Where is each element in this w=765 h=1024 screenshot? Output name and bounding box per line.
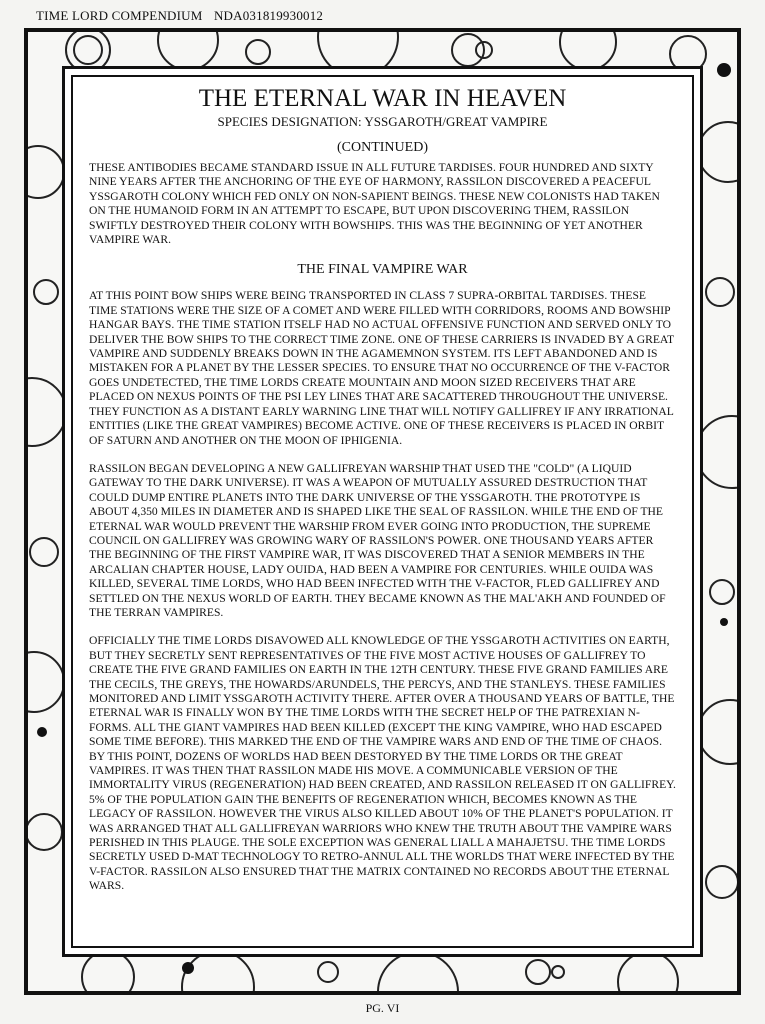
content-panel xyxy=(71,75,694,948)
page-number: PG. VI xyxy=(365,1001,400,1015)
intro-paragraph: THESE ANTIBODIES BECAME STANDARD ISSUE IN ALL FUTURE TARDISES. FOUR HUNDRED AND SIXTY NINE YEARS AFTER THE ANCHORING OF THE EYE OF HARMONY, RASSILON DISCOVERED A PEACEFUL YSSGAROTH COLONY WHICH FED ONLY ON NON-SAPIENT BEINGS. THESE NEW COLONISTS HAD TAKEN ON THE HUMANOID FORM IN AN ATTEMPT TO ESCAPE, BUT UPON DISCOVERING THEM, RASSILON SWIFTLY DESTROYED THEIR COLONY WITH BOWSHIPS. THIS WAS THE BEGINNING OF YET ANOTHER VAMPIRE WAR. xyxy=(89,161,660,247)
decorative-frame xyxy=(24,28,741,995)
page-title: THE ETERNAL WAR IN HEAVEN xyxy=(198,85,567,112)
document-header xyxy=(36,8,323,24)
continued-label: (CONTINUED) xyxy=(337,140,428,155)
paragraph-warship: RASSILON BEGAN DEVELOPING A NEW GALLIFREYAN WARSHIP THAT USED THE "COLD" (A LIQUID GATEWAY TO THE DARK UNIVERSE). IT WAS A WEAPON OF MUTUALLY ASSURED DESTRUCTION THAT COULD DUMP ENTIRE PLANETS INTO THE DARK UNIVERSE OF THE YSSGAROTH. THE PROTOTYPE IS ABOUT 4,350 MILES IN DIAMETER AND IS SHAPED LIKE THE SEAL OF RASSILON. WHILE THE END OF THE ETERNAL WAR WOULD PREVENT THE WARSHIP FROM EVER GOING INTO PRODUCTION, THE SUPREME COUNCIL ON GALLIFREY WAS GROWING WARY OF RASSILON'S POWER. ONE THOUSAND YEARS AFTER THE BEGINNING OF THE FIRST VAMPIRE WAR, IT WAS DISCOVERED THAT A SENIOR MEMBERS IN THE ARCALIAN CHAPTER HOUSE, LADY OUIDA, HAD BEEN A VAMPIRE FOR CENTURIES. WHILE OUIDA WAS KILLED, SEVERAL TIME LORDS, WHO HAD BEEN INFECTED WITH THE V-FACTOR, FLED GALLIFREY AND SETTLED ON THE NEXUS WORLD OF EARTH. THEY BECAME KNOWN AS THE MAL'AKH AND FOUNDED OF THE TERRAN VAMPIRES. xyxy=(89,461,666,619)
compendium-title: TIME LORD COMPENDIUM xyxy=(36,8,203,23)
document-code: NDA031819930012 xyxy=(213,8,324,23)
section-heading: THE FINAL VAMPIRE WAR xyxy=(297,262,468,278)
inner-frame xyxy=(62,66,703,957)
paragraph-grand-families: OFFICIALLY THE TIME LORDS DISAVOWED ALL KNOWLEDGE OF THE YSSGAROTH ACTIVITIES ON EARTH, BUT THEY SECRETLY SENT REPRESENTATIVES OF THE FIVE MOST ACTIVE HOUSES OF GALLIFREY TO CREATE THE FIVE GRAND FAMILIES ON EARTH IN THE 12TH CENTURY. THESE FIVE GRAND FAMILIES ARE THE CECILS, THE GREYS, THE HOWARDS/ARUNDELS, THE PERCYS, AND THE STANLEYS. THESE FAMILIES MONITORED AND LIMIT YSSGAROTH ACTIVITY THERE. AFTER OVER A THOUSAND YEARS OF BATTLE, THE ETERNAL WAR IS FINALLY WON BY THE TIME LORDS WITH THE SECRET HELP OF THE PATREXIAN N-FORMS. ALL THE GIANT VAMPIRES HAD BEEN KILLED (EXCEPT THE KING VAMPIRE, WHO HAD ESCAPED SOME TIME BEFORE). THIS MARKED THE END OF THE VAMPIRE WARS AND END OF THE TIME OF CHAOS. BY THIS POINT, DOZENS OF WORLDS HAD BEEN DESTORYED BY THE TIME LORDS OR THE GREAT VAMPIRES. IT WAS THEN THAT RASSILON MADE HIS MOVE. A COMMUNICABLE VERSION OF THE IMMORTALITY VIRUS (REGENERATION) HAD BEEN CREATED, AND RASSILON RELEASED IT ON GALLIFREY. 5% OF THE POPULATION GAIN THE BENEFITS OF REGENERATION WHICH, BECOMES KNOWN AS THE LEGACY OF RASSILON. HOWEVER THE VIRUS ALSO KILLED ABOUT 10% OF THE PLANET'S POPULATION. IT WAS ARRANGED THAT ALL GALLIFREYAN WARRIORS WHO KNEW THE TRUTH ABOUT THE VAMPIRE WARS PERISHED IN THIS PLAUGE. THE SOLE EXCEPTION WAS GENERAL LIALL A MAHAJETSU. THE TIME LORDS SECRETLY USED D-MAT TECHNOLOGY TO RETRO-ANNUL ALL THE WORLDS THAT WERE INFECTED BY THE V-FACTOR. RASSILON ALSO ENSURED THAT THE MATRIX CONTAINED NO RECORDS ABOUT THE ETERNAL WARS. xyxy=(89,634,676,893)
species-designation: SPECIES DESIGNATION: YSSGAROTH/GREAT VAMPIRE xyxy=(217,114,548,129)
paragraph-bowships: AT THIS POINT BOW SHIPS WERE BEING TRANSPORTED IN CLASS 7 SUPRA-ORBITAL TARDISES. THESE TIME STATIONS WERE THE SIZE OF A COMET AND WERE FILLED WITH CORRIDORS, ROOMS AND BOWSHIP HANGAR BAYS. THE TIME STATION ITSELF HAD NO ACTUAL OFFENSIVE FUNCTION AND SERVED ONLY TO DELIVER THE BOW SHIPS TO THE CORRECT TIME ZONE. ONE OF THESE CARRIERS IS INVADED BY A GREAT VAMPIRE AND SUDDENLY BREAKS DOWN IN THE AGAMEMNON SYSTEM. ITS LEFT ABANDONED AND IS MISTAKEN FOR A PLANET BY THE LESSER SPECIES. TO ENSURE THAT NO OCCURRENCE OF THE V-FACTOR GOES UNDETECTED, THE TIME LORDS CREATE MOUNTAIN AND MOON SIZED RECEIVERS THAT ARE PLACED ON NEXUS POINTS OF THE PSI LEY LINES THAT ARE SACATTERED THROUGHOUT THE UNIVERSE. THEY FUNCTION AS A DISTANT EARLY WARNING LINE THAT WILL NOTIFY GALLIFREY IF ANY IRRATIONAL ENTITIES (LIKE THE GREAT VAMPIRES) BECOME ACTIVE. ONE OF THESE RECEIVERS IS PLACED IN ORBIT OF SATURN AND ANOTHER ON THE MOON OF IPHIGENIA. xyxy=(89,289,674,447)
